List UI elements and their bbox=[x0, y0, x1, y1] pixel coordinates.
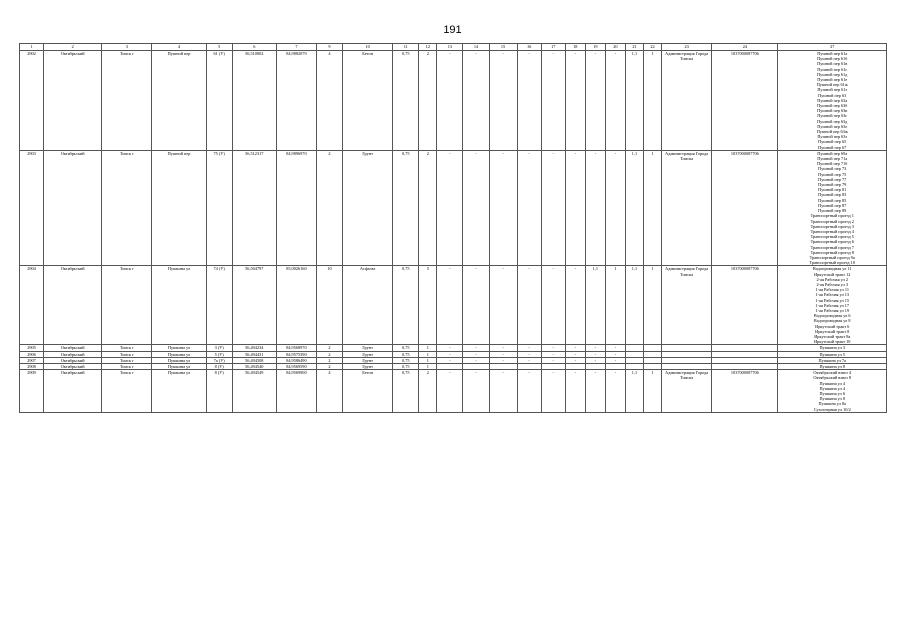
object-address: Пушной пер 61а bbox=[817, 51, 848, 56]
object-address: Пушкина ул 4 bbox=[819, 385, 846, 391]
object-address: Пушной пер 89 bbox=[818, 208, 847, 214]
column-header: 9 bbox=[316, 44, 342, 51]
table-cell: - bbox=[437, 370, 463, 413]
table-cell: 1 bbox=[644, 150, 662, 265]
table-cell: 1 bbox=[644, 370, 662, 413]
object-address: Пушной пер 61д bbox=[817, 71, 848, 77]
object-address: Пушной пер 63а bbox=[817, 97, 848, 103]
table-cell: 84,9569590 bbox=[276, 363, 316, 369]
column-header: 19 bbox=[585, 44, 605, 51]
table-cell: - bbox=[489, 266, 517, 345]
column-header: 18 bbox=[565, 44, 585, 51]
table-cell: 2909 bbox=[20, 370, 44, 413]
table-cell: 2 bbox=[316, 357, 342, 363]
table-cell: - bbox=[541, 266, 565, 345]
table-cell: Асфальт bbox=[343, 266, 393, 345]
table-cell: 2904 bbox=[20, 266, 44, 345]
table-cell: 0,75 bbox=[393, 51, 419, 151]
table-cell: Томск г bbox=[102, 363, 152, 369]
object-address: Пушной пер 75 bbox=[818, 171, 847, 177]
table-cell: Пушной пер bbox=[152, 150, 206, 265]
column-header: 14 bbox=[463, 44, 489, 51]
object-address: Транспортный проезд 1 bbox=[810, 213, 854, 219]
table-cell: - bbox=[565, 351, 585, 357]
object-address: Пушной пер 81 bbox=[818, 187, 847, 193]
object-address: Водопроводная ул 8 bbox=[813, 318, 851, 324]
table-cell: Томск г bbox=[102, 51, 152, 151]
column-header: 17 bbox=[541, 44, 565, 51]
object-address: Пушкина ул 5 bbox=[819, 351, 846, 357]
table-cell: Октябрьский bbox=[44, 363, 102, 369]
table-cell: 1037000087706 bbox=[712, 51, 778, 151]
table-cell: - bbox=[541, 345, 565, 351]
table-cell: - bbox=[463, 150, 489, 265]
table-cell: 5 (У) bbox=[206, 351, 232, 357]
object-address: Пушной пер 63д bbox=[817, 118, 848, 124]
object-address: Иркутский тракт 10 bbox=[814, 339, 851, 345]
table-cell: - bbox=[437, 357, 463, 363]
table-cell: 5 bbox=[419, 266, 437, 345]
table-cell: 0,75 bbox=[393, 363, 419, 369]
table-cell: 1,1 bbox=[625, 51, 643, 151]
table-cell: - bbox=[437, 266, 463, 345]
object-address: Пушной пер 73 bbox=[818, 166, 847, 172]
table-cell: 56,512317 bbox=[232, 150, 276, 265]
object-address: Пушкина ул 6 bbox=[819, 391, 846, 396]
table-cell: - bbox=[585, 351, 605, 357]
table-cell: 2 bbox=[316, 363, 342, 369]
object-address: Иркутский тракт 8а bbox=[814, 333, 851, 339]
table-cell: 1,1 bbox=[625, 370, 643, 413]
table-cell: - bbox=[489, 370, 517, 413]
table-cell: - bbox=[585, 357, 605, 363]
object-address: Иркутский тракт 12 bbox=[814, 271, 851, 277]
object-address: Транспортный проезд 5 bbox=[810, 234, 854, 240]
table-row bbox=[20, 370, 887, 413]
table-cell: - bbox=[437, 150, 463, 265]
column-header: 6 bbox=[232, 44, 276, 51]
object-address: Пушкина ул 7а bbox=[818, 357, 846, 363]
object-address: Иркутский тракт 6 bbox=[815, 323, 850, 329]
column-header: 2 bbox=[44, 44, 102, 51]
object-address: Пушной пер 67 bbox=[818, 144, 847, 150]
column-header: 21 bbox=[625, 44, 643, 51]
table-cell: 56,494549 bbox=[232, 370, 276, 413]
object-address: Пушкина ул 3 bbox=[819, 345, 846, 351]
table-cell: - bbox=[565, 370, 585, 413]
table-cell: 3 (У) bbox=[206, 345, 232, 351]
object-address: Октябрьский взвоз 4 bbox=[813, 370, 852, 376]
table-cell: 84,9896970 bbox=[276, 150, 316, 265]
table-cell: Грунт bbox=[343, 351, 393, 357]
table-cell: - bbox=[605, 345, 625, 351]
table-cell: Октябрьский bbox=[44, 150, 102, 265]
object-address: Пушкина ул 4 bbox=[819, 380, 846, 386]
table-cell: 84,9568970 bbox=[276, 345, 316, 351]
table-cell: Пушкина ул bbox=[152, 363, 206, 369]
column-header: 3 bbox=[102, 44, 152, 51]
object-address: Пушной пер 63 bbox=[818, 92, 847, 98]
table-cell: 2906 bbox=[20, 351, 44, 357]
table-cell: Администрация Города Томска bbox=[662, 51, 712, 151]
table-cell: - bbox=[437, 345, 463, 351]
table-cell: Грунт bbox=[343, 345, 393, 351]
table-cell: Томск г bbox=[102, 351, 152, 357]
table-cell: 56,494431 bbox=[232, 351, 276, 357]
object-address: Пушной пер 63з bbox=[817, 134, 848, 140]
objects-cell bbox=[778, 150, 887, 265]
column-header: 13 bbox=[437, 44, 463, 51]
table-cell: - bbox=[605, 51, 625, 151]
table-cell: 84,9882079 bbox=[276, 51, 316, 151]
table-cell: 2 bbox=[419, 150, 437, 265]
registry-table bbox=[19, 43, 887, 413]
object-address: Пушной пер 65 bbox=[818, 139, 847, 145]
table-cell: 56,510802 bbox=[232, 51, 276, 151]
page-number: 191 bbox=[443, 24, 462, 36]
object-address: Пушной пер 87 bbox=[818, 202, 847, 208]
column-header: 23 bbox=[662, 44, 712, 51]
table-row bbox=[20, 51, 887, 151]
table-cell: - bbox=[489, 345, 517, 351]
object-address: Транспортный проезд 6 bbox=[810, 239, 854, 245]
table-cell: 1 bbox=[419, 345, 437, 351]
table-cell: 56,494540 bbox=[232, 363, 276, 369]
table-cell: 74 (У) bbox=[206, 266, 232, 345]
object-address: Транспортный проезд 3 bbox=[810, 223, 854, 229]
table-cell: Администрация Города Томска bbox=[662, 150, 712, 265]
table-cell: - bbox=[463, 357, 489, 363]
object-address: Иркутский тракт 8 bbox=[815, 328, 850, 334]
object-address: Пушкина ул 8а bbox=[818, 401, 846, 407]
table-cell: Пушкина ул bbox=[152, 266, 206, 345]
table-cell: 8 (У) bbox=[206, 363, 232, 369]
column-header: 4 bbox=[152, 44, 206, 51]
object-address: 1-ая Рабочая ул 13 bbox=[815, 292, 850, 298]
objects-cell bbox=[778, 370, 887, 413]
table-cell: 2907 bbox=[20, 357, 44, 363]
table-cell: Пушкина ул bbox=[152, 370, 206, 413]
table-cell: 61 (У) bbox=[206, 51, 232, 151]
object-address: Пушной пер 63в bbox=[817, 108, 848, 114]
header-row bbox=[20, 44, 887, 51]
table-cell: 1 bbox=[419, 363, 437, 369]
table-cell: 1,1 bbox=[625, 150, 643, 265]
table-row bbox=[20, 266, 887, 345]
table-cell: 10 bbox=[316, 266, 342, 345]
table-cell: 84,9586490 bbox=[276, 357, 316, 363]
table-cell: - bbox=[541, 150, 565, 265]
object-address: Пушной пер 63г bbox=[817, 113, 848, 119]
object-address: Водопроводная ул 6 bbox=[813, 313, 851, 319]
table-cell: 75 (У) bbox=[206, 150, 232, 265]
table-cell: - bbox=[605, 357, 625, 363]
object-address: Пушной пер 63б bbox=[817, 103, 848, 109]
table-cell: Грунт bbox=[343, 150, 393, 265]
table-cell: Грунт bbox=[343, 363, 393, 369]
object-address: Пушной пер 83 bbox=[818, 192, 847, 198]
table-cell: - bbox=[437, 351, 463, 357]
table-cell: 2 bbox=[316, 150, 342, 265]
table-cell: - bbox=[517, 51, 541, 151]
table-cell: Томск г bbox=[102, 266, 152, 345]
table-cell: - bbox=[605, 370, 625, 413]
object-address: Транспортный проезд 9а bbox=[809, 254, 855, 260]
table-cell: 1 bbox=[605, 266, 625, 345]
column-header: 11 bbox=[393, 44, 419, 51]
object-address: Пушкина ул 8 bbox=[819, 363, 846, 369]
table-cell: Администрация Города Томска bbox=[662, 370, 712, 413]
object-address: Пушной пер 71б bbox=[817, 161, 848, 167]
table-cell: 56,494508 bbox=[232, 357, 276, 363]
table-cell: Грунт bbox=[343, 357, 393, 363]
table-cell: 0,75 bbox=[393, 370, 419, 413]
object-address: 1-ая Рабочая ул 15 bbox=[815, 297, 850, 303]
object-address: 1-ая Рабочая ул 11 bbox=[815, 287, 849, 293]
object-address: Транспортный проезд 2 bbox=[810, 218, 854, 224]
objects-cell bbox=[778, 51, 887, 151]
table-cell: Октябрьский bbox=[44, 51, 102, 151]
table-cell: - bbox=[463, 351, 489, 357]
column-header: 5 bbox=[206, 44, 232, 51]
object-address: Транспортный проезд 10 bbox=[809, 260, 855, 266]
table-cell: - bbox=[585, 345, 605, 351]
table-cell: - bbox=[463, 370, 489, 413]
table-cell: 1037000087706 bbox=[712, 370, 778, 413]
table-cell: - bbox=[565, 150, 585, 265]
table-cell: 56,504797 bbox=[232, 266, 276, 345]
table-cell: Пушной пер bbox=[152, 51, 206, 151]
table-cell: - bbox=[585, 370, 605, 413]
table-cell: 1037000087706 bbox=[712, 266, 778, 345]
object-address: Пушной пер 71а bbox=[817, 156, 848, 162]
table-cell: - bbox=[489, 51, 517, 151]
table-cell: - bbox=[489, 150, 517, 265]
table-cell: - bbox=[437, 51, 463, 151]
table-cell: 84,9569900 bbox=[276, 370, 316, 413]
object-address: Сухоозерная ул 10/2 bbox=[813, 406, 851, 412]
table-cell: - bbox=[541, 370, 565, 413]
object-address: Пушной пер 61з bbox=[817, 87, 848, 93]
table-cell: - bbox=[463, 51, 489, 151]
column-header: 24 bbox=[712, 44, 778, 51]
object-address: Октябрьский взвоз 8 bbox=[813, 375, 852, 381]
table-cell: - bbox=[517, 370, 541, 413]
table-cell: Пушкина ул bbox=[152, 345, 206, 351]
table-cell: 2 bbox=[419, 370, 437, 413]
table-cell: 1,1 bbox=[585, 266, 605, 345]
table-cell: - bbox=[489, 357, 517, 363]
object-address: 1-ая Рабочая ул 19 bbox=[815, 307, 850, 313]
table-cell: Томск г bbox=[102, 345, 152, 351]
table-cell: 2902 bbox=[20, 51, 44, 151]
object-address: Пушной пер 63ж bbox=[816, 129, 848, 135]
column-header: 22 bbox=[644, 44, 662, 51]
object-address: Пушной пер 69а bbox=[817, 150, 848, 156]
objects-cell bbox=[778, 266, 887, 345]
table-cell: Бетон bbox=[343, 51, 393, 151]
object-address: Пушной пер 61в bbox=[817, 61, 848, 67]
table-cell: 4 bbox=[316, 370, 342, 413]
table-cell: 2 bbox=[316, 351, 342, 357]
column-header: 27 bbox=[778, 44, 887, 51]
object-address: Пушной пер 61г bbox=[817, 66, 848, 72]
table-cell: - bbox=[565, 51, 585, 151]
table-cell: - bbox=[517, 266, 541, 345]
table-cell: Томск г bbox=[102, 357, 152, 363]
table-cell: - bbox=[517, 150, 541, 265]
object-address: Пушной пер 77 bbox=[818, 176, 847, 182]
table-cell: - bbox=[541, 357, 565, 363]
table-cell: 2903 bbox=[20, 150, 44, 265]
table-cell: 85,0026160 bbox=[276, 266, 316, 345]
table-cell: 0,75 bbox=[393, 351, 419, 357]
column-header: 7 bbox=[276, 44, 316, 51]
table-cell: 2908 bbox=[20, 363, 44, 369]
table-cell: 4 bbox=[316, 51, 342, 151]
table-cell: 1 bbox=[419, 351, 437, 357]
table-cell: Октябрьский bbox=[44, 266, 102, 345]
column-header: 1 bbox=[20, 44, 44, 51]
table-cell: - bbox=[517, 357, 541, 363]
object-address: 2-ая Рабочая ул 3 bbox=[816, 281, 848, 287]
object-address: Пушной пер 61е bbox=[817, 77, 848, 83]
object-address: Пушной пер 61ж bbox=[816, 82, 848, 88]
column-header: 10 bbox=[343, 44, 393, 51]
object-address: 1-ая Рабочая ул 17 bbox=[815, 302, 850, 308]
object-address: Пушной пер 63е bbox=[817, 123, 848, 129]
table-cell: - bbox=[605, 351, 625, 357]
table-cell: 1,1 bbox=[625, 266, 643, 345]
table-cell: - bbox=[585, 51, 605, 151]
table-cell: Октябрьский bbox=[44, 345, 102, 351]
table-cell: Администрация Города Томска bbox=[662, 266, 712, 345]
table-cell: - bbox=[463, 266, 489, 345]
table-cell: 0,75 bbox=[393, 357, 419, 363]
object-address: Пушной пер 61б bbox=[817, 56, 848, 62]
table-cell: - bbox=[463, 345, 489, 351]
column-header: 12 bbox=[419, 44, 437, 51]
object-address: Транспортный проезд 8 bbox=[810, 249, 854, 255]
table-cell: 84,9575390 bbox=[276, 351, 316, 357]
object-address: Пушкина ул 8 bbox=[819, 396, 846, 402]
table-cell: - bbox=[565, 345, 585, 351]
table-cell: 0,75 bbox=[393, 266, 419, 345]
table-cell: - bbox=[565, 357, 585, 363]
object-address: Транспортный проезд 7 bbox=[810, 244, 854, 250]
table-body bbox=[20, 44, 887, 413]
table-cell: 2 bbox=[316, 345, 342, 351]
table-cell: - bbox=[517, 345, 541, 351]
object-address: Пушной пер 79 bbox=[818, 182, 847, 188]
table-cell: Октябрьский bbox=[44, 357, 102, 363]
table-cell: 1 bbox=[644, 51, 662, 151]
table-cell: 1 bbox=[644, 266, 662, 345]
table-cell: 56,494234 bbox=[232, 345, 276, 351]
column-header: 16 bbox=[517, 44, 541, 51]
table-row bbox=[20, 150, 887, 265]
table-cell: - bbox=[541, 351, 565, 357]
column-header: 15 bbox=[489, 44, 517, 51]
object-address: Транспортный проезд 4 bbox=[810, 228, 854, 234]
table-cell: 2905 bbox=[20, 345, 44, 351]
table-cell: 1 bbox=[419, 357, 437, 363]
table-cell: 7а (У) bbox=[206, 357, 232, 363]
table-cell: - bbox=[605, 150, 625, 265]
table-cell: 2 bbox=[419, 51, 437, 151]
table-cell: Томск г bbox=[102, 150, 152, 265]
table-cell: - bbox=[517, 351, 541, 357]
table-cell: 1037000087706 bbox=[712, 150, 778, 265]
table-cell: Октябрьский bbox=[44, 370, 102, 413]
table-cell: - bbox=[541, 51, 565, 151]
object-address: 2-ая Рабочая ул 2 bbox=[816, 276, 848, 282]
table-cell: 0,75 bbox=[393, 150, 419, 265]
table-cell: - bbox=[565, 266, 585, 345]
column-header: 20 bbox=[605, 44, 625, 51]
table-cell: 8 (У) bbox=[206, 370, 232, 413]
table-cell: Бетон bbox=[343, 370, 393, 413]
table-cell: Пушкина ул bbox=[152, 357, 206, 363]
object-address: Водопроводная ул 11 bbox=[812, 266, 852, 272]
table-cell: 0,75 bbox=[393, 345, 419, 351]
table-cell: Октябрьский bbox=[44, 351, 102, 357]
table-cell: Томск г bbox=[102, 370, 152, 413]
table-cell: Пушкина ул bbox=[152, 351, 206, 357]
object-address: Пушной пер 85 bbox=[818, 197, 847, 203]
table-cell: - bbox=[585, 150, 605, 265]
table-cell: - bbox=[489, 351, 517, 357]
